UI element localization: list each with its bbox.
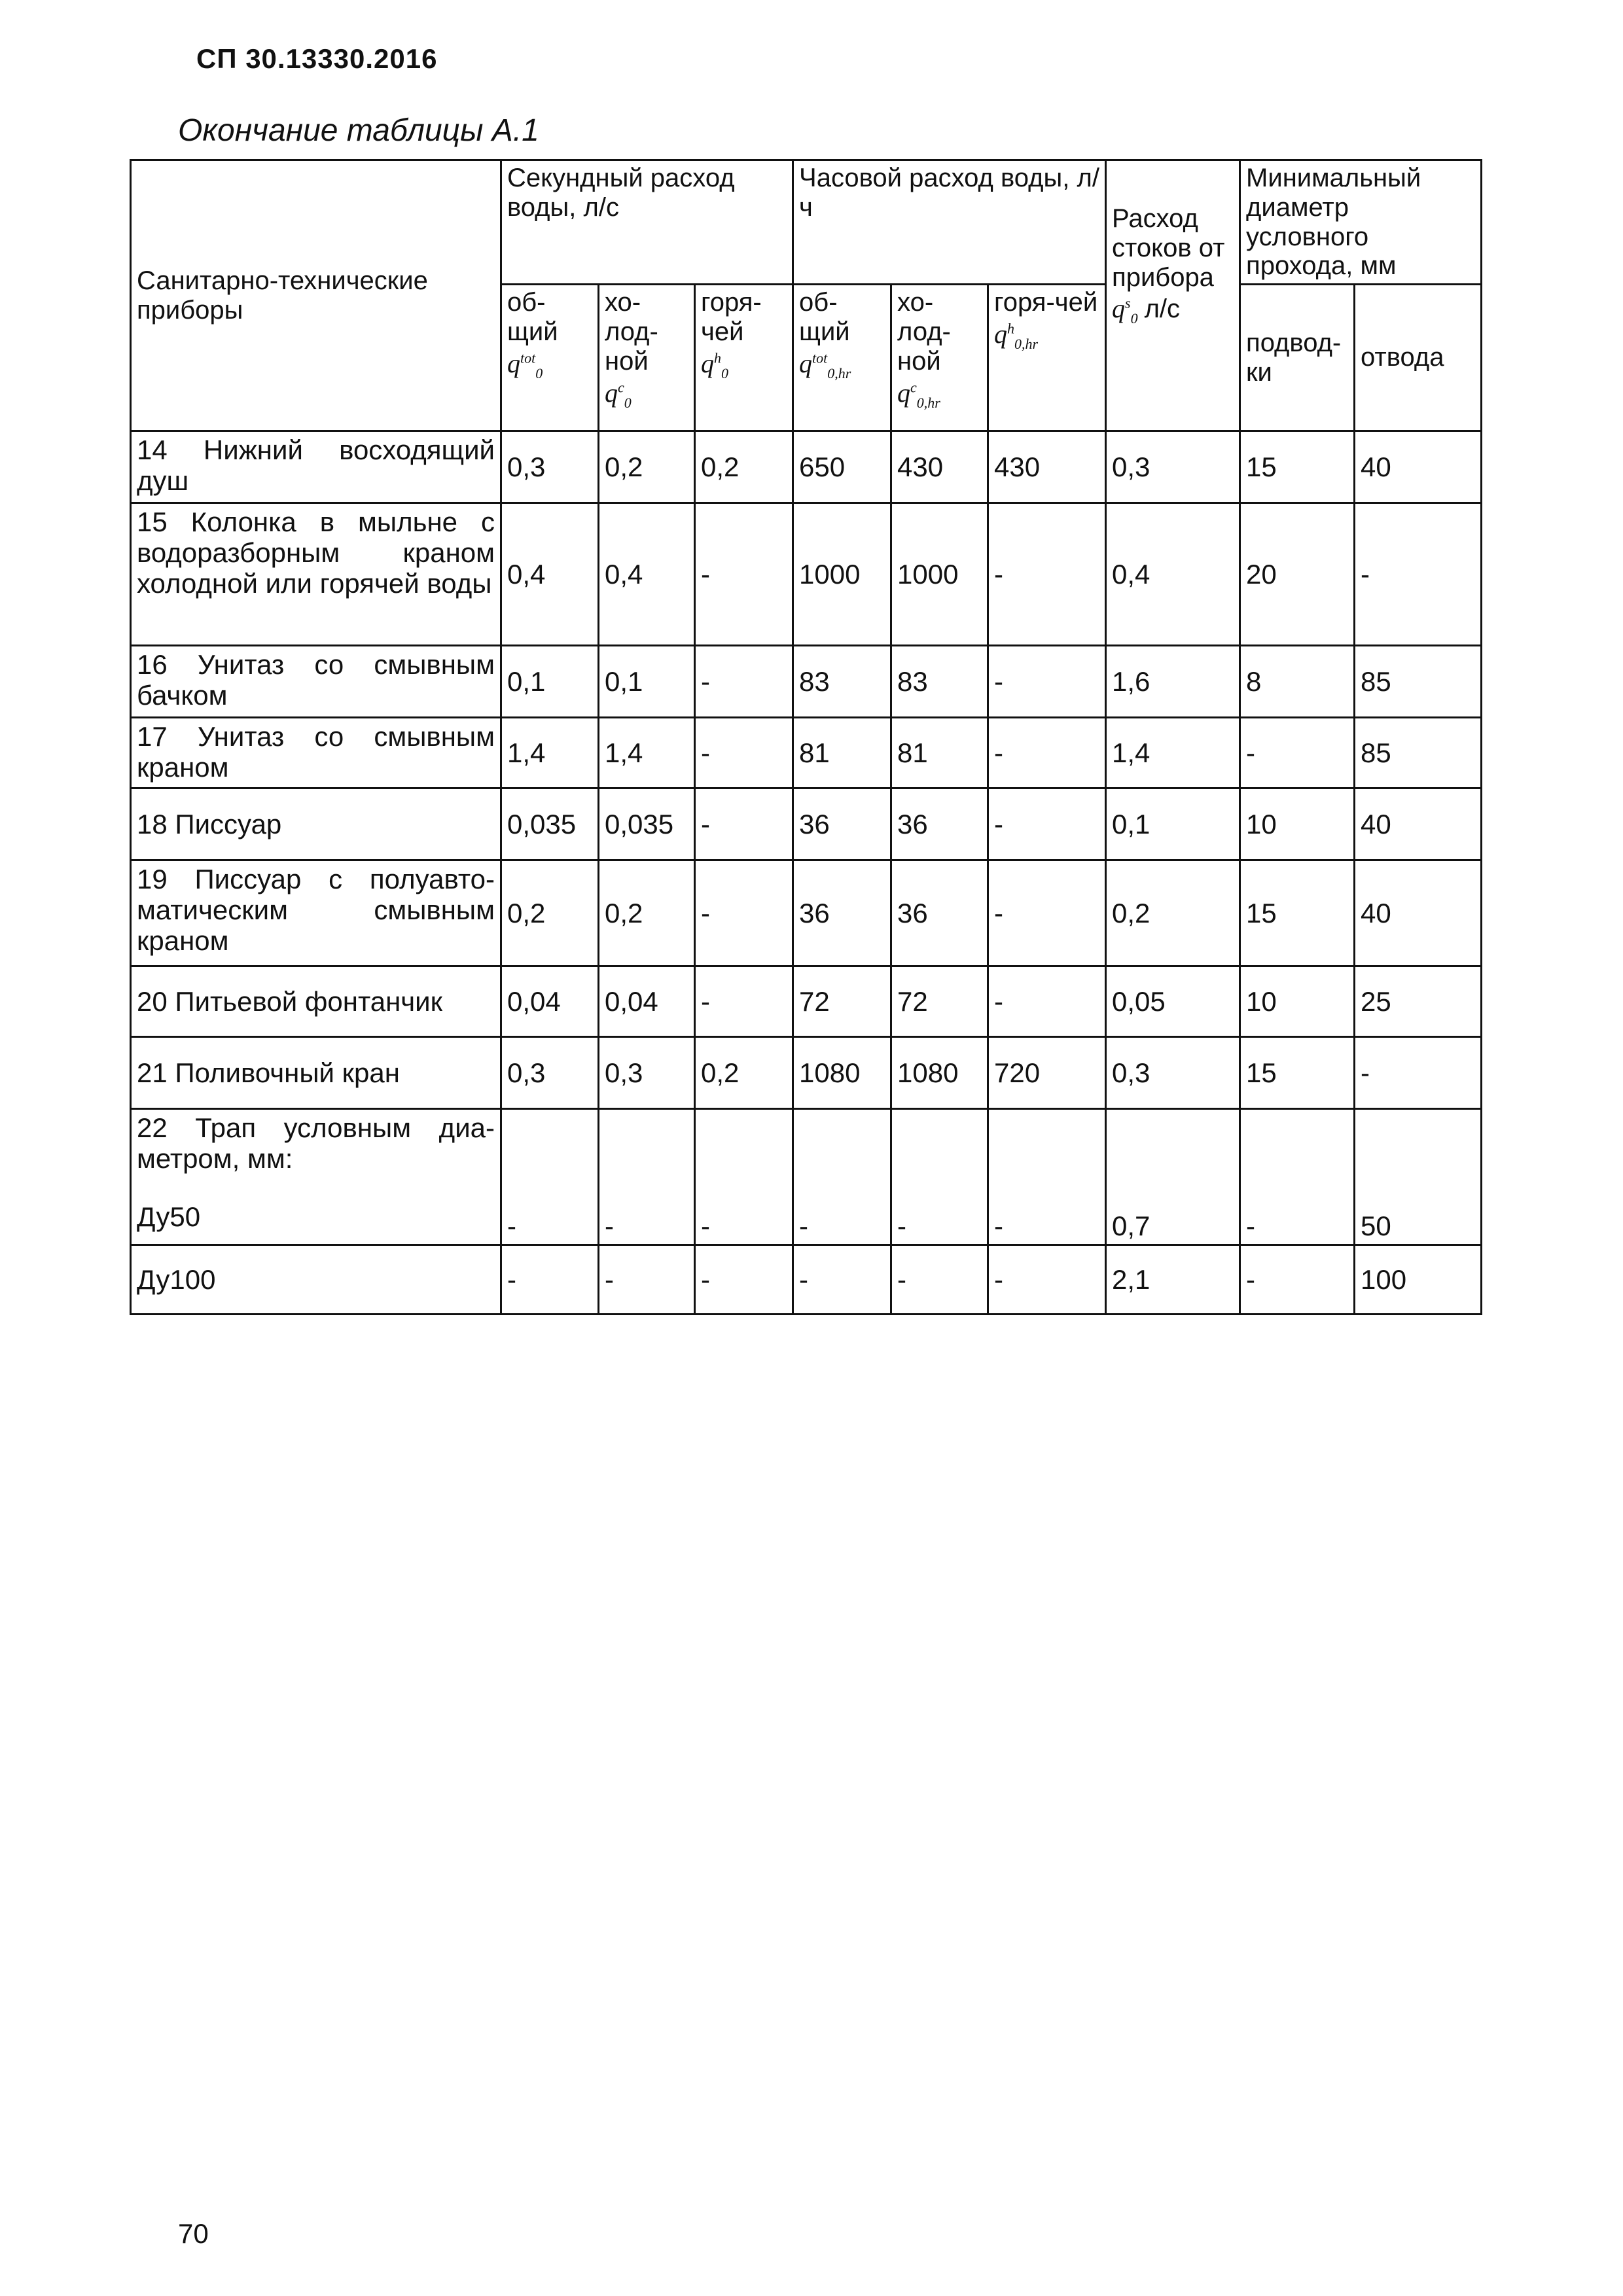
header-hourly-total: об-щий $q^{tot}_{0,hr}$	[793, 285, 891, 431]
cell-d-supply: 10	[1240, 788, 1355, 860]
cell-d-outlet: 85	[1355, 646, 1482, 718]
cell-qhr-c: 36	[891, 788, 988, 860]
cell-qhr-tot: 83	[793, 646, 891, 718]
cell-d-supply: 20	[1240, 503, 1355, 646]
cell-q-h: -	[695, 718, 793, 788]
cell-d-supply: -	[1240, 1109, 1355, 1245]
header-diameter-outlet: отвода	[1355, 285, 1482, 431]
cell-d-supply: -	[1240, 718, 1355, 788]
table-row	[131, 431, 1482, 503]
cell-q-tot: 0,3	[501, 431, 599, 503]
cell-q-c: 0,4	[599, 503, 695, 646]
cell-qhr-tot: 1000	[793, 503, 891, 646]
cell-qs: 0,3	[1106, 1037, 1240, 1109]
row-name: Ду100	[131, 1245, 501, 1315]
cell-d-outlet: -	[1355, 1037, 1482, 1109]
header-diameter-supply: подвод-ки	[1240, 285, 1355, 431]
cell-qhr-h: -	[988, 1109, 1106, 1245]
header-second-total: об-щий $q^{tot}_0$	[501, 285, 599, 431]
header-hourly-hot: горя-чей $q^h_{0,hr}$	[988, 285, 1106, 431]
cell-d-outlet: 40	[1355, 788, 1482, 860]
cell-qhr-c: 430	[891, 431, 988, 503]
table-row-trap-du50	[131, 1109, 1482, 1245]
cell-qhr-h: -	[988, 646, 1106, 718]
cell-qhr-c: 83	[891, 646, 988, 718]
cell-q-c: 0,2	[599, 431, 695, 503]
row-name: 18 Писсуар	[131, 788, 501, 860]
cell-d-outlet: 40	[1355, 431, 1482, 503]
cell-qs: 0,2	[1106, 860, 1240, 966]
header-second-hot: горя-чей $q^h_0$	[695, 285, 793, 431]
cell-q-h: 0,2	[695, 1037, 793, 1109]
row-name: 20 Питьевой фонтанчик	[131, 966, 501, 1037]
cell-d-supply: 15	[1240, 860, 1355, 966]
cell-d-outlet: 100	[1355, 1245, 1482, 1315]
trap-title: 22 Трап условным диа-метром, мм:	[137, 1112, 495, 1174]
cell-qs: 1,4	[1106, 718, 1240, 788]
cell-d-supply: 15	[1240, 1037, 1355, 1109]
cell-q-h: -	[695, 1109, 793, 1245]
cell-d-supply: 10	[1240, 966, 1355, 1037]
header-second-cold: хо-лод-ной $q^c_0$	[599, 285, 695, 431]
cell-q-c: 0,035	[599, 788, 695, 860]
table-row	[131, 718, 1482, 788]
cell-qhr-h: -	[988, 860, 1106, 966]
cell-q-tot: 0,1	[501, 646, 599, 718]
symbol-q-tot: $q^{tot}_0$	[507, 348, 543, 381]
table-row-trap-du100	[131, 1245, 1482, 1315]
cell-qhr-c: 36	[891, 860, 988, 966]
cell-q-c: 1,4	[599, 718, 695, 788]
table-row	[131, 788, 1482, 860]
cell-qhr-tot: 81	[793, 718, 891, 788]
cell-q-h: 0,2	[695, 431, 793, 503]
cell-qhr-c: 1080	[891, 1037, 988, 1109]
row-name: 14 Нижний восходящий душ	[131, 431, 501, 503]
cell-qhr-h: -	[988, 966, 1106, 1037]
cell-d-supply: -	[1240, 1245, 1355, 1315]
cell-q-tot: 0,2	[501, 860, 599, 966]
cell-q-c: 0,1	[599, 646, 695, 718]
cell-qhr-h: -	[988, 788, 1106, 860]
cell-q-c: 0,04	[599, 966, 695, 1037]
cell-q-tot: 1,4	[501, 718, 599, 788]
cell-q-tot: 0,3	[501, 1037, 599, 1109]
row-name: 21 Поливочный кран	[131, 1037, 501, 1109]
cell-q-h: -	[695, 788, 793, 860]
row-name: 17 Унитаз со смывным краном	[131, 718, 501, 788]
header-hourly-cold: хо-лод-ной $q^c_{0,hr}$	[891, 285, 988, 431]
symbol-qhr-c: $q^c_{0,hr}$	[897, 378, 940, 411]
row-name-trap	[131, 1109, 501, 1245]
table-row	[131, 1037, 1482, 1109]
cell-d-outlet: 50	[1355, 1109, 1482, 1245]
cell-q-h: -	[695, 646, 793, 718]
cell-q-h: -	[695, 1245, 793, 1315]
cell-qs: 0,3	[1106, 431, 1240, 503]
cell-qhr-h: 430	[988, 431, 1106, 503]
cell-q-c: 0,2	[599, 860, 695, 966]
cell-q-c: -	[599, 1245, 695, 1315]
table-row	[131, 966, 1482, 1037]
cell-qs: 2,1	[1106, 1245, 1240, 1315]
cell-qhr-tot: 36	[793, 788, 891, 860]
cell-qs: 0,05	[1106, 966, 1240, 1037]
symbol-qhr-h: $q^h_{0,hr}$	[994, 319, 1039, 352]
symbol-q-c: $q^c_0$	[605, 378, 632, 411]
document-code: СП 30.13330.2016	[196, 43, 438, 74]
header-drain-flow: Расход стоков от прибора $q^s_0$ л/с	[1106, 160, 1240, 431]
cell-d-outlet: -	[1355, 503, 1482, 646]
cell-qs: 0,1	[1106, 788, 1240, 860]
cell-qs: 0,4	[1106, 503, 1240, 646]
cell-qhr-c: 1000	[891, 503, 988, 646]
header-second-flow: Секундный расход воды, л/с	[501, 160, 793, 285]
row-name: 19 Писсуар с полуавто-матическим смывным краном	[131, 860, 501, 966]
header-min-diameter: Минимальный диаметр условного прохода, мм	[1240, 160, 1482, 285]
cell-qhr-c: -	[891, 1245, 988, 1315]
cell-qhr-tot: -	[793, 1245, 891, 1315]
cell-q-c: 0,3	[599, 1037, 695, 1109]
cell-q-tot: -	[501, 1245, 599, 1315]
trap-du50-label: Ду50	[137, 1201, 201, 1233]
symbol-qhr-tot: $q^{tot}_{0,hr}$	[799, 348, 851, 381]
table-caption: Окончание таблицы А.1	[178, 113, 539, 148]
cell-qhr-tot: 650	[793, 431, 891, 503]
header-row-1	[131, 160, 1482, 285]
cell-q-tot: 0,035	[501, 788, 599, 860]
cell-qhr-tot: 1080	[793, 1037, 891, 1109]
cell-q-h: -	[695, 503, 793, 646]
cell-d-outlet: 25	[1355, 966, 1482, 1037]
cell-q-h: -	[695, 966, 793, 1037]
cell-qhr-c: -	[891, 1109, 988, 1245]
cell-q-tot: 0,4	[501, 503, 599, 646]
cell-q-h: -	[695, 860, 793, 966]
cell-qhr-tot: -	[793, 1109, 891, 1245]
cell-d-outlet: 40	[1355, 860, 1482, 966]
cell-d-outlet: 85	[1355, 718, 1482, 788]
symbol-qs: $q^s_0$ л/с	[1112, 294, 1181, 327]
table-row	[131, 503, 1482, 646]
cell-d-supply: 8	[1240, 646, 1355, 718]
cell-qhr-c: 81	[891, 718, 988, 788]
cell-qhr-h: 720	[988, 1037, 1106, 1109]
cell-d-supply: 15	[1240, 431, 1355, 503]
appliance-flow-table	[130, 159, 1482, 1315]
cell-qs: 0,7	[1106, 1109, 1240, 1245]
cell-q-tot: 0,04	[501, 966, 599, 1037]
cell-qs: 1,6	[1106, 646, 1240, 718]
cell-qhr-h: -	[988, 1245, 1106, 1315]
row-name: 16 Унитаз со смывным бачком	[131, 646, 501, 718]
header-appliances: Санитарно-технические приборы	[131, 160, 501, 431]
cell-qhr-h: -	[988, 503, 1106, 646]
cell-q-tot: -	[501, 1109, 599, 1245]
header-hourly-flow: Часовой расход воды, л/ч	[793, 160, 1106, 285]
cell-q-c: -	[599, 1109, 695, 1245]
cell-qhr-c: 72	[891, 966, 988, 1037]
cell-qhr-tot: 36	[793, 860, 891, 966]
table-row	[131, 646, 1482, 718]
table-row	[131, 860, 1482, 966]
page-number: 70	[178, 2218, 209, 2249]
row-name: 15 Колонка в мыльне с водоразборным краном холодной или горячей воды	[131, 503, 501, 646]
symbol-q-h: $q^h_0$	[701, 348, 728, 381]
cell-qhr-h: -	[988, 718, 1106, 788]
cell-qhr-tot: 72	[793, 966, 891, 1037]
